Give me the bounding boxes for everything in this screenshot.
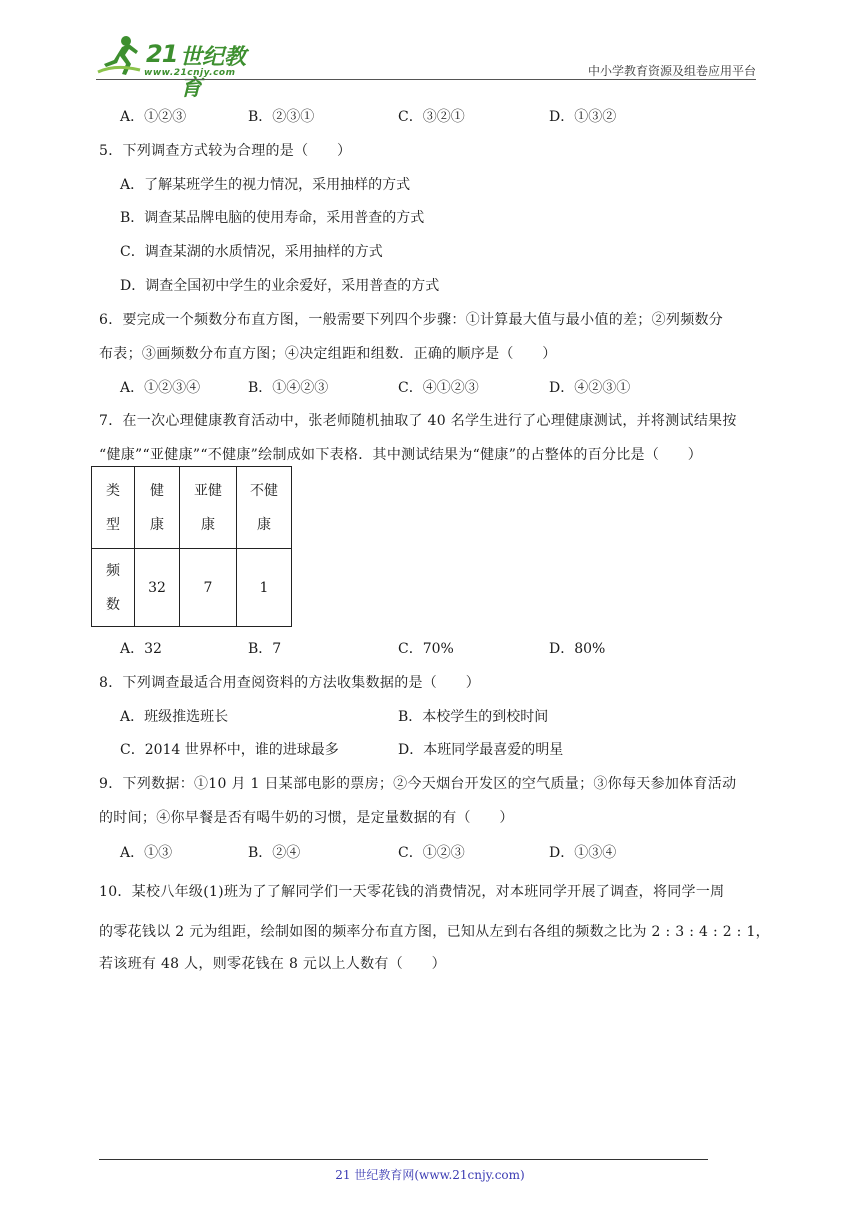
q9-option-b: B．②④ xyxy=(248,845,301,861)
q5-option-c: C．调查某湖的水质情况，采用抽样的方式 xyxy=(120,244,383,260)
q8-option-c: C．2014 世界杯中，谁的进球最多 xyxy=(120,742,339,758)
q5-option-d: D．调查全国初中学生的业余爱好，采用普查的方式 xyxy=(120,278,440,294)
runner-icon xyxy=(96,34,144,78)
footer-divider xyxy=(99,1159,708,1160)
q6-option-b: B．①④②③ xyxy=(248,380,329,396)
header-divider xyxy=(96,79,756,80)
q8-stem: 8．下列调查最适合用查阅资料的方法收集数据的是（ ） xyxy=(99,675,481,691)
header-platform-text: 中小学教育资源及组卷应用平台 xyxy=(587,64,756,78)
q7-option-c: C．70% xyxy=(398,641,454,657)
logo-number: 21 xyxy=(146,40,178,68)
q7-stem-line2: “健康”“亚健康”“不健康”绘制成如下表格．其中测试结果为“健康”的占整体的百分比是（ ） xyxy=(99,447,703,463)
q5-stem: 5．下列调查方式较为合理的是（ ） xyxy=(99,143,352,159)
q4-option-d: D．①③② xyxy=(549,109,617,125)
q6-stem-line2: 布表；③画频数分布直方图；④决定组距和组数．正确的顺序是（ ） xyxy=(99,346,557,362)
table-cell: 7 xyxy=(180,549,237,627)
q10-line2: 的零花钱以 2 元为组距，绘制如图的频率分布直方图，已知从左到右各组的频数之比为 2 : 3 : 4 : 2 : 1， xyxy=(99,924,770,940)
table-row xyxy=(92,549,292,627)
q9-stem-line1: 9．下列数据：①10 月 1 日某部电影的票房；②今天烟台开发区的空气质量；③你每天参加体育活动 xyxy=(99,776,737,792)
q10-line1: 10．某校八年级(1)班为了了解同学们一天零花钱的消费情况，对本班同学开展了调查，将同学一周 xyxy=(99,884,725,900)
q4-option-b: B．②③① xyxy=(248,109,315,125)
q9-stem-line2: 的时间；④你早餐是否有喝牛奶的习惯，是定量数据的有（ ） xyxy=(99,810,514,826)
q9-option-a: A．①③ xyxy=(120,845,173,861)
q6-option-c: C．④①②③ xyxy=(398,380,479,396)
logo-url: www.21cnjy.com xyxy=(144,68,236,78)
table-header-cell: 不健康 xyxy=(237,467,292,549)
q4-option-c: C．③②① xyxy=(398,109,465,125)
q8-option-b: B．本校学生的到校时间 xyxy=(398,709,549,725)
q5-option-a: A．了解某班学生的视力情况，采用抽样的方式 xyxy=(120,177,411,193)
q7-frequency-table xyxy=(91,466,292,627)
q4-option-a: A．①②③ xyxy=(120,109,187,125)
q7-option-d: D．80% xyxy=(549,641,606,657)
q6-option-a: A．①②③④ xyxy=(120,380,201,396)
q7-option-a: A．32 xyxy=(120,641,162,657)
table-header-cell: 类型 xyxy=(92,467,135,549)
q6-option-d: D．④②③① xyxy=(549,380,631,396)
q10-line3: 若该班有 48 人，则零花钱在 8 元以上人数有（ ） xyxy=(99,956,446,972)
q9-option-d: D．①③④ xyxy=(549,845,617,861)
table-header-cell: 健康 xyxy=(135,467,180,549)
site-logo xyxy=(96,34,266,101)
table-header-row xyxy=(92,467,292,549)
table-cell: 1 xyxy=(237,549,292,627)
q8-option-a: A．班级推选班长 xyxy=(120,709,229,725)
q5-option-b: B．调查某品牌电脑的使用寿命，采用普查的方式 xyxy=(120,210,425,226)
q9-option-c: C．①②③ xyxy=(398,845,465,861)
q6-stem-line1: 6．要完成一个频数分布直方图，一般需要下列四个步骤：①计算最大值与最小值的差；②列频数分 xyxy=(99,312,724,328)
footer-link[interactable]: 21 世纪教育网(www.21cnjy.com) xyxy=(335,1168,525,1182)
q7-option-b: B．7 xyxy=(248,641,282,657)
q7-stem-line1: 7．在一次心理健康教育活动中，张老师随机抽取了 40 名学生进行了心理健康测试，并将测试结果按 xyxy=(99,413,737,429)
table-header-cell: 亚健康 xyxy=(180,467,237,549)
table-cell: 频数 xyxy=(92,549,135,627)
logo-text: 世纪教育 xyxy=(180,45,247,101)
q8-option-d: D．本班同学最喜爱的明星 xyxy=(398,742,564,758)
table-cell: 32 xyxy=(135,549,180,627)
